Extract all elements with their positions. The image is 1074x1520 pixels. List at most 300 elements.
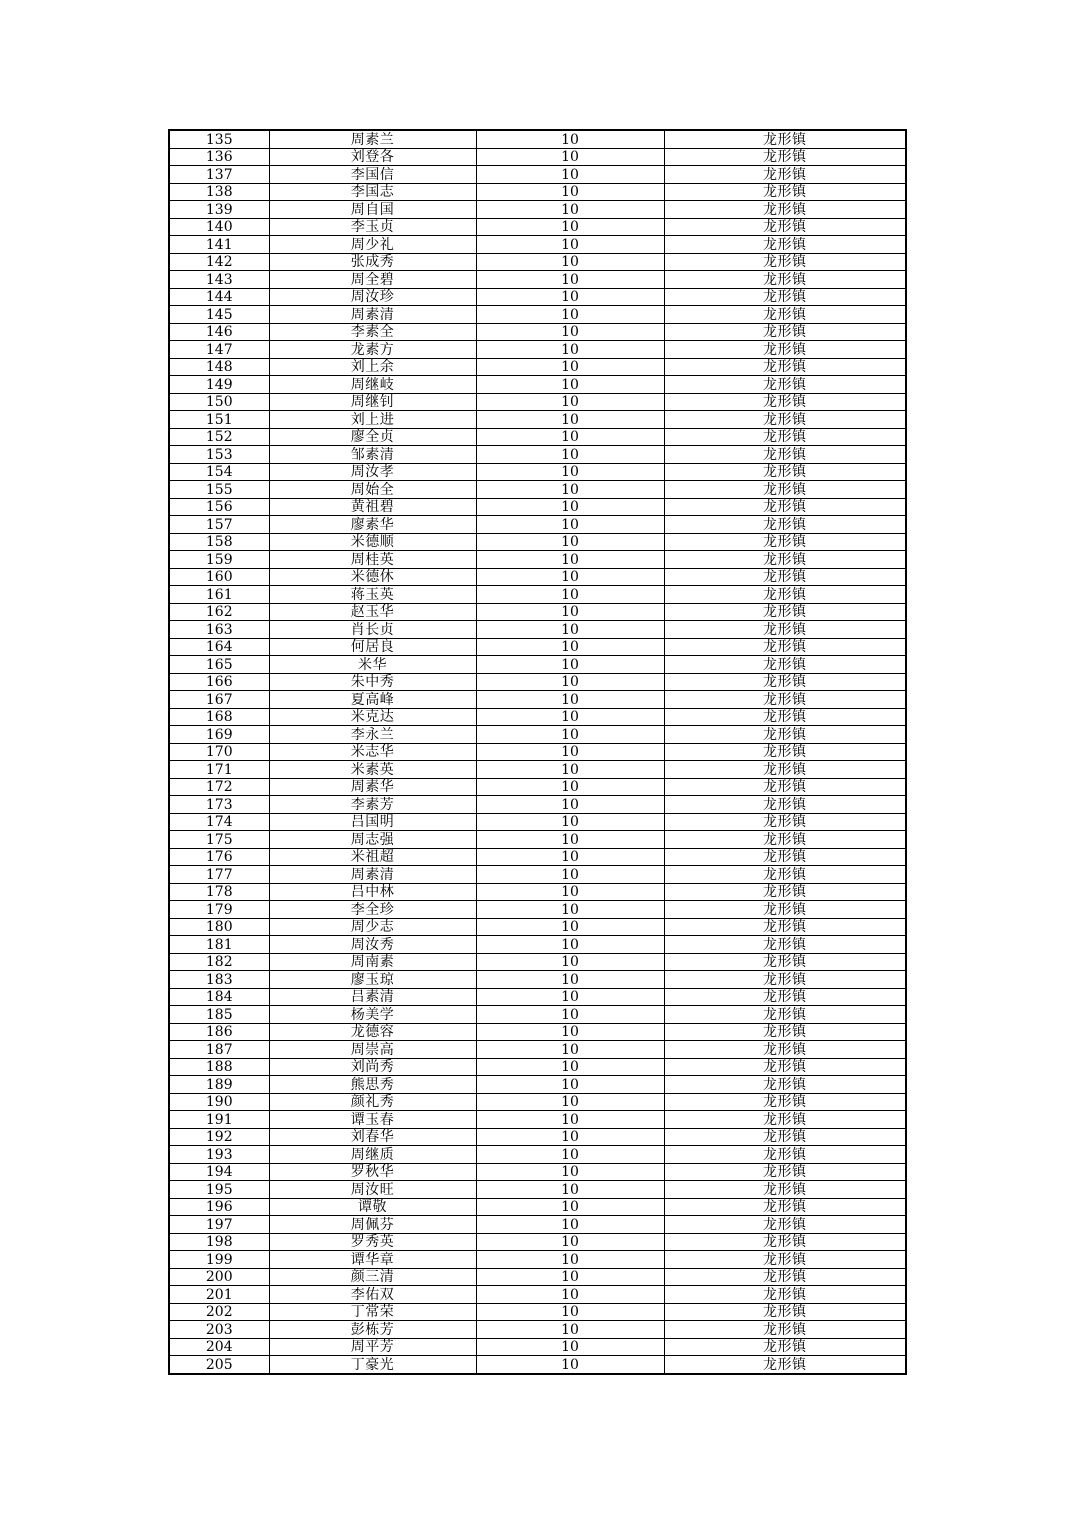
town-cell: 龙形镇	[664, 1128, 906, 1146]
name-cell: 颜三清	[269, 1268, 476, 1286]
amount-cell: 10	[476, 1233, 664, 1251]
town-cell: 龙形镇	[664, 778, 906, 796]
row-number-cell: 138	[169, 183, 269, 201]
amount-cell: 10	[476, 1093, 664, 1111]
table-row	[169, 551, 906, 569]
row-number-cell: 141	[169, 236, 269, 254]
amount-cell: 10	[476, 936, 664, 954]
name-cell: 廖素华	[269, 516, 476, 534]
name-cell: 周佩芬	[269, 1216, 476, 1234]
name-cell: 刘上进	[269, 411, 476, 429]
name-cell: 周素华	[269, 778, 476, 796]
row-number-cell: 200	[169, 1268, 269, 1286]
amount-cell: 10	[476, 446, 664, 464]
table-row	[169, 866, 906, 884]
town-cell: 龙形镇	[664, 1023, 906, 1041]
amount-cell: 10	[476, 586, 664, 604]
town-cell: 龙形镇	[664, 586, 906, 604]
roster-table	[168, 129, 907, 1375]
row-number-cell: 191	[169, 1111, 269, 1129]
name-cell: 廖全贞	[269, 428, 476, 446]
town-cell: 龙形镇	[664, 341, 906, 359]
town-cell: 龙形镇	[664, 411, 906, 429]
town-cell: 龙形镇	[664, 831, 906, 849]
row-number-cell: 179	[169, 901, 269, 919]
name-cell: 周素兰	[269, 130, 476, 148]
table-row	[169, 1356, 906, 1374]
town-cell: 龙形镇	[664, 1286, 906, 1304]
table-row	[169, 621, 906, 639]
name-cell: 龙素方	[269, 341, 476, 359]
amount-cell: 10	[476, 901, 664, 919]
town-cell: 龙形镇	[664, 1058, 906, 1076]
table-row	[169, 1076, 906, 1094]
row-number-cell: 178	[169, 883, 269, 901]
row-number-cell: 202	[169, 1303, 269, 1321]
town-cell: 龙形镇	[664, 848, 906, 866]
name-cell: 肖长贞	[269, 621, 476, 639]
row-number-cell: 174	[169, 813, 269, 831]
name-cell: 谭敬	[269, 1198, 476, 1216]
name-cell: 刘尚秀	[269, 1058, 476, 1076]
amount-cell: 10	[476, 1338, 664, 1356]
row-number-cell: 185	[169, 1006, 269, 1024]
table-row	[169, 1041, 906, 1059]
name-cell: 罗秋华	[269, 1163, 476, 1181]
row-number-cell: 198	[169, 1233, 269, 1251]
table-row	[169, 1303, 906, 1321]
table-row	[169, 1216, 906, 1234]
row-number-cell: 143	[169, 271, 269, 289]
row-number-cell: 176	[169, 848, 269, 866]
table-row	[169, 463, 906, 481]
row-number-cell: 196	[169, 1198, 269, 1216]
town-cell: 龙形镇	[664, 988, 906, 1006]
table-row	[169, 1286, 906, 1304]
table-row	[169, 253, 906, 271]
table-row	[169, 673, 906, 691]
row-number-cell: 163	[169, 621, 269, 639]
town-cell: 龙形镇	[664, 691, 906, 709]
name-cell: 赵玉华	[269, 603, 476, 621]
roster-table-body	[169, 130, 906, 1374]
town-cell: 龙形镇	[664, 446, 906, 464]
name-cell: 彭栋芳	[269, 1321, 476, 1339]
table-row	[169, 656, 906, 674]
table-row	[169, 831, 906, 849]
table-row	[169, 498, 906, 516]
row-number-cell: 147	[169, 341, 269, 359]
row-number-cell: 149	[169, 376, 269, 394]
name-cell: 周汝旺	[269, 1181, 476, 1199]
table-row	[169, 1128, 906, 1146]
name-cell: 李永兰	[269, 726, 476, 744]
amount-cell: 10	[476, 1111, 664, 1129]
row-number-cell: 205	[169, 1356, 269, 1374]
name-cell: 吕中林	[269, 883, 476, 901]
name-cell: 周汝珍	[269, 288, 476, 306]
amount-cell: 10	[476, 656, 664, 674]
town-cell: 龙形镇	[664, 498, 906, 516]
amount-cell: 10	[476, 1146, 664, 1164]
name-cell: 米志华	[269, 743, 476, 761]
amount-cell: 10	[476, 376, 664, 394]
table-row	[169, 533, 906, 551]
row-number-cell: 180	[169, 918, 269, 936]
row-number-cell: 182	[169, 953, 269, 971]
town-cell: 龙形镇	[664, 166, 906, 184]
amount-cell: 10	[476, 778, 664, 796]
table-row	[169, 376, 906, 394]
name-cell: 吕素清	[269, 988, 476, 1006]
amount-cell: 10	[476, 358, 664, 376]
amount-cell: 10	[476, 551, 664, 569]
amount-cell: 10	[476, 498, 664, 516]
amount-cell: 10	[476, 533, 664, 551]
town-cell: 龙形镇	[664, 1093, 906, 1111]
row-number-cell: 164	[169, 638, 269, 656]
amount-cell: 10	[476, 673, 664, 691]
amount-cell: 10	[476, 148, 664, 166]
town-cell: 龙形镇	[664, 1181, 906, 1199]
town-cell: 龙形镇	[664, 218, 906, 236]
name-cell: 夏高峰	[269, 691, 476, 709]
table-row	[169, 516, 906, 534]
town-cell: 龙形镇	[664, 253, 906, 271]
row-number-cell: 183	[169, 971, 269, 989]
table-row	[169, 218, 906, 236]
name-cell: 周自国	[269, 201, 476, 219]
town-cell: 龙形镇	[664, 866, 906, 884]
town-cell: 龙形镇	[664, 323, 906, 341]
name-cell: 李素全	[269, 323, 476, 341]
table-row	[169, 1006, 906, 1024]
town-cell: 龙形镇	[664, 656, 906, 674]
town-cell: 龙形镇	[664, 1041, 906, 1059]
name-cell: 周南素	[269, 953, 476, 971]
row-number-cell: 158	[169, 533, 269, 551]
row-number-cell: 151	[169, 411, 269, 429]
town-cell: 龙形镇	[664, 1233, 906, 1251]
row-number-cell: 168	[169, 708, 269, 726]
town-cell: 龙形镇	[664, 1251, 906, 1269]
amount-cell: 10	[476, 323, 664, 341]
town-cell: 龙形镇	[664, 1321, 906, 1339]
table-row	[169, 586, 906, 604]
amount-cell: 10	[476, 1198, 664, 1216]
town-cell: 龙形镇	[664, 761, 906, 779]
town-cell: 龙形镇	[664, 236, 906, 254]
row-number-cell: 159	[169, 551, 269, 569]
town-cell: 龙形镇	[664, 183, 906, 201]
row-number-cell: 153	[169, 446, 269, 464]
amount-cell: 10	[476, 918, 664, 936]
amount-cell: 10	[476, 463, 664, 481]
table-row	[169, 288, 906, 306]
row-number-cell: 144	[169, 288, 269, 306]
town-cell: 龙形镇	[664, 603, 906, 621]
table-row	[169, 1338, 906, 1356]
table-row	[169, 428, 906, 446]
table-row	[169, 813, 906, 831]
table-row	[169, 918, 906, 936]
town-cell: 龙形镇	[664, 1338, 906, 1356]
town-cell: 龙形镇	[664, 201, 906, 219]
amount-cell: 10	[476, 1181, 664, 1199]
town-cell: 龙形镇	[664, 306, 906, 324]
amount-cell: 10	[476, 743, 664, 761]
amount-cell: 10	[476, 1058, 664, 1076]
amount-cell: 10	[476, 621, 664, 639]
table-row	[169, 743, 906, 761]
amount-cell: 10	[476, 130, 664, 148]
town-cell: 龙形镇	[664, 621, 906, 639]
amount-cell: 10	[476, 271, 664, 289]
table-row	[169, 166, 906, 184]
amount-cell: 10	[476, 1076, 664, 1094]
name-cell: 李素芳	[269, 796, 476, 814]
name-cell: 龙德容	[269, 1023, 476, 1041]
town-cell: 龙形镇	[664, 1006, 906, 1024]
amount-cell: 10	[476, 1216, 664, 1234]
name-cell: 邹素清	[269, 446, 476, 464]
name-cell: 周汝孝	[269, 463, 476, 481]
table-row	[169, 638, 906, 656]
town-cell: 龙形镇	[664, 271, 906, 289]
name-cell: 刘上余	[269, 358, 476, 376]
town-cell: 龙形镇	[664, 1268, 906, 1286]
name-cell: 熊思秀	[269, 1076, 476, 1094]
row-number-cell: 181	[169, 936, 269, 954]
row-number-cell: 177	[169, 866, 269, 884]
town-cell: 龙形镇	[664, 796, 906, 814]
town-cell: 龙形镇	[664, 813, 906, 831]
name-cell: 李国志	[269, 183, 476, 201]
row-number-cell: 152	[169, 428, 269, 446]
amount-cell: 10	[476, 288, 664, 306]
row-number-cell: 204	[169, 1338, 269, 1356]
name-cell: 刘春华	[269, 1128, 476, 1146]
town-cell: 龙形镇	[664, 481, 906, 499]
name-cell: 米克达	[269, 708, 476, 726]
row-number-cell: 189	[169, 1076, 269, 1094]
table-row	[169, 761, 906, 779]
table-row	[169, 271, 906, 289]
table-row	[169, 1023, 906, 1041]
town-cell: 龙形镇	[664, 1303, 906, 1321]
name-cell: 周继质	[269, 1146, 476, 1164]
town-cell: 龙形镇	[664, 743, 906, 761]
name-cell: 周汝秀	[269, 936, 476, 954]
town-cell: 龙形镇	[664, 533, 906, 551]
amount-cell: 10	[476, 568, 664, 586]
town-cell: 龙形镇	[664, 708, 906, 726]
town-cell: 龙形镇	[664, 971, 906, 989]
amount-cell: 10	[476, 428, 664, 446]
row-number-cell: 171	[169, 761, 269, 779]
name-cell: 周崇高	[269, 1041, 476, 1059]
row-number-cell: 136	[169, 148, 269, 166]
amount-cell: 10	[476, 813, 664, 831]
amount-cell: 10	[476, 1356, 664, 1374]
town-cell: 龙形镇	[664, 1163, 906, 1181]
amount-cell: 10	[476, 306, 664, 324]
name-cell: 米祖超	[269, 848, 476, 866]
name-cell: 张成秀	[269, 253, 476, 271]
name-cell: 何居良	[269, 638, 476, 656]
row-number-cell: 160	[169, 568, 269, 586]
town-cell: 龙形镇	[664, 428, 906, 446]
row-number-cell: 135	[169, 130, 269, 148]
name-cell: 吕国明	[269, 813, 476, 831]
name-cell: 周少志	[269, 918, 476, 936]
row-number-cell: 203	[169, 1321, 269, 1339]
row-number-cell: 194	[169, 1163, 269, 1181]
row-number-cell: 184	[169, 988, 269, 1006]
table-row	[169, 848, 906, 866]
table-row	[169, 236, 906, 254]
town-cell: 龙形镇	[664, 1198, 906, 1216]
table-row	[169, 1163, 906, 1181]
table-row	[169, 1181, 906, 1199]
amount-cell: 10	[476, 691, 664, 709]
name-cell: 丁豪光	[269, 1356, 476, 1374]
row-number-cell: 139	[169, 201, 269, 219]
amount-cell: 10	[476, 201, 664, 219]
amount-cell: 10	[476, 953, 664, 971]
amount-cell: 10	[476, 341, 664, 359]
town-cell: 龙形镇	[664, 1146, 906, 1164]
table-row	[169, 603, 906, 621]
table-row	[169, 971, 906, 989]
amount-cell: 10	[476, 253, 664, 271]
table-row	[169, 148, 906, 166]
town-cell: 龙形镇	[664, 130, 906, 148]
town-cell: 龙形镇	[664, 551, 906, 569]
row-number-cell: 145	[169, 306, 269, 324]
town-cell: 龙形镇	[664, 1076, 906, 1094]
row-number-cell: 197	[169, 1216, 269, 1234]
row-number-cell: 170	[169, 743, 269, 761]
row-number-cell: 140	[169, 218, 269, 236]
town-cell: 龙形镇	[664, 726, 906, 744]
name-cell: 周全碧	[269, 271, 476, 289]
town-cell: 龙形镇	[664, 953, 906, 971]
row-number-cell: 199	[169, 1251, 269, 1269]
amount-cell: 10	[476, 1128, 664, 1146]
name-cell: 李佑双	[269, 1286, 476, 1304]
amount-cell: 10	[476, 638, 664, 656]
table-row	[169, 883, 906, 901]
name-cell: 周始全	[269, 481, 476, 499]
amount-cell: 10	[476, 236, 664, 254]
name-cell: 谭玉春	[269, 1111, 476, 1129]
name-cell: 周平芳	[269, 1338, 476, 1356]
name-cell: 周继钊	[269, 393, 476, 411]
amount-cell: 10	[476, 1041, 664, 1059]
table-row	[169, 411, 906, 429]
table-row	[169, 130, 906, 148]
amount-cell: 10	[476, 1251, 664, 1269]
table-row	[169, 393, 906, 411]
table-row	[169, 778, 906, 796]
town-cell: 龙形镇	[664, 148, 906, 166]
row-number-cell: 195	[169, 1181, 269, 1199]
table-row	[169, 1146, 906, 1164]
row-number-cell: 186	[169, 1023, 269, 1041]
row-number-cell: 146	[169, 323, 269, 341]
table-row	[169, 796, 906, 814]
row-number-cell: 173	[169, 796, 269, 814]
amount-cell: 10	[476, 988, 664, 1006]
row-number-cell: 187	[169, 1041, 269, 1059]
row-number-cell: 167	[169, 691, 269, 709]
amount-cell: 10	[476, 726, 664, 744]
name-cell: 米德顺	[269, 533, 476, 551]
name-cell: 杨美学	[269, 1006, 476, 1024]
amount-cell: 10	[476, 971, 664, 989]
amount-cell: 10	[476, 218, 664, 236]
town-cell: 龙形镇	[664, 936, 906, 954]
name-cell: 周素清	[269, 866, 476, 884]
town-cell: 龙形镇	[664, 918, 906, 936]
row-number-cell: 154	[169, 463, 269, 481]
name-cell: 颜礼秀	[269, 1093, 476, 1111]
table-row	[169, 341, 906, 359]
town-cell: 龙形镇	[664, 1356, 906, 1374]
row-number-cell: 192	[169, 1128, 269, 1146]
amount-cell: 10	[476, 603, 664, 621]
name-cell: 周继岐	[269, 376, 476, 394]
row-number-cell: 190	[169, 1093, 269, 1111]
name-cell: 米德休	[269, 568, 476, 586]
table-row	[169, 1268, 906, 1286]
table-row	[169, 1321, 906, 1339]
table-row	[169, 446, 906, 464]
name-cell: 丁常荣	[269, 1303, 476, 1321]
row-number-cell: 169	[169, 726, 269, 744]
name-cell: 李玉贞	[269, 218, 476, 236]
row-number-cell: 193	[169, 1146, 269, 1164]
name-cell: 李国信	[269, 166, 476, 184]
name-cell: 廖玉琼	[269, 971, 476, 989]
row-number-cell: 156	[169, 498, 269, 516]
row-number-cell: 137	[169, 166, 269, 184]
town-cell: 龙形镇	[664, 358, 906, 376]
town-cell: 龙形镇	[664, 516, 906, 534]
name-cell: 周素清	[269, 306, 476, 324]
name-cell: 黄祖碧	[269, 498, 476, 516]
town-cell: 龙形镇	[664, 673, 906, 691]
table-row	[169, 306, 906, 324]
name-cell: 米华	[269, 656, 476, 674]
town-cell: 龙形镇	[664, 393, 906, 411]
amount-cell: 10	[476, 481, 664, 499]
name-cell: 米素英	[269, 761, 476, 779]
town-cell: 龙形镇	[664, 463, 906, 481]
name-cell: 周桂英	[269, 551, 476, 569]
table-row	[169, 1093, 906, 1111]
amount-cell: 10	[476, 796, 664, 814]
name-cell: 周少礼	[269, 236, 476, 254]
name-cell: 谭华章	[269, 1251, 476, 1269]
town-cell: 龙形镇	[664, 376, 906, 394]
town-cell: 龙形镇	[664, 901, 906, 919]
table-row	[169, 726, 906, 744]
name-cell: 周志强	[269, 831, 476, 849]
table-row	[169, 1198, 906, 1216]
amount-cell: 10	[476, 1006, 664, 1024]
